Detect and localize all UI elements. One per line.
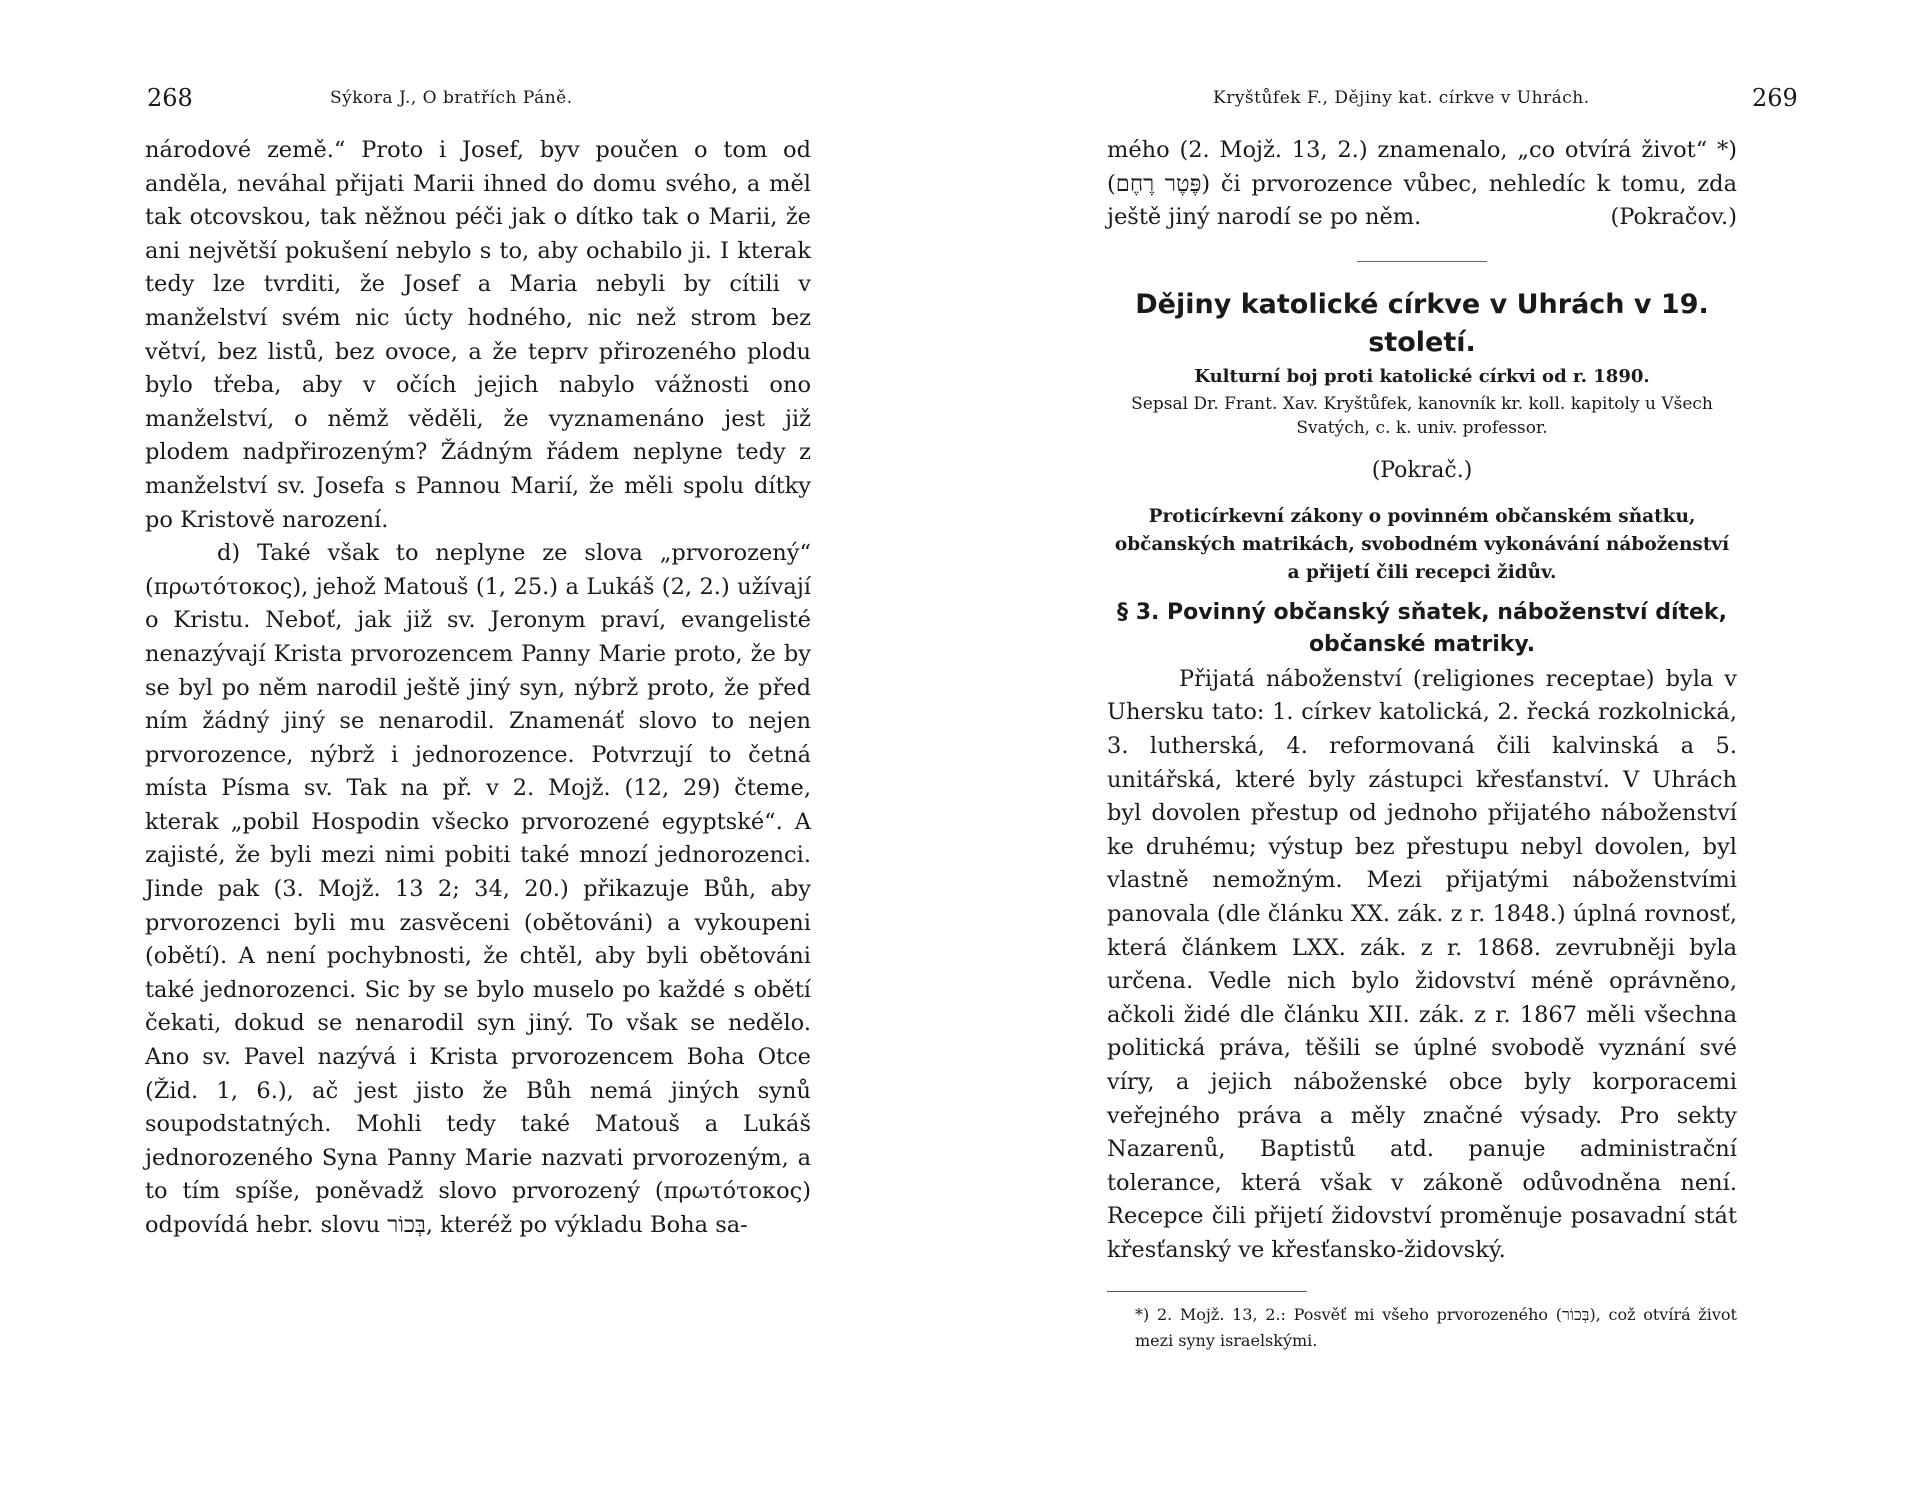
continuation-note: (Pokrač.) [1371, 457, 1473, 483]
intro-text: mého (2. Mojž. 13, 2.) znamenalo, „co otvírá život“ *) (פֶּטֶר רֶחֶם) či prvorozence vůbec, nehledíc k tomu, zda ještě jiný narodí se po něm. [1107, 137, 1737, 231]
right-page [957, 0, 1914, 1500]
text-column [145, 134, 811, 1243]
running-head: Sýkora J., O bratřích Páně. [330, 88, 573, 108]
section-heading: Proticírkevní zákony o povinném občanském sňatku, občanských matrikách, svobodném vykonávání náboženství a přijetí čili recepci židův. [1114, 505, 1730, 583]
article-subtitle: Kulturní boj proti katolické církvi od r. 1890. [1194, 365, 1650, 387]
continued-note: (Pokračov.) [1610, 204, 1737, 231]
paragraph: národové země.“ Proto i Josef, byv poučen o tom od anděla, neváhal přijati Marii ihned do domu svého, a měl tak otcovskou, tak něžnou péči jak o dítko tak o Marii, že ani největší pokušení nebylo s to, aby ochabilo ji. I kterak tedy lze tvrditi, že Josef a Maria nebyli by cítili v manželství svém nic úcty hodného, nic než strom bez větví, bez listů, bez ovoce, a že teprv přirozeného plodu bylo třeba, aby v očích jejich nabylo vážnosti ono manželství, o němž věděli, že vyznamenáno jest již plodem nadpřirozeným? Žádným řádem neplyne tedy z manželství sv. Josefa s Pannou Marií, že měli spolu dítky po Kristově narození. [145, 137, 811, 533]
paragraph-heading: § 3. Povinný občanský sňatek, náboženství dítek, občanské matriky. [1117, 599, 1727, 657]
page-number: 269 [1752, 84, 1798, 112]
paragraph: Přijatá náboženství (religiones receptae) byla v Uhersku tato: 1. církev katolická, 2. řecká rozkolnická, 3. lutherská, 4. reformovaná čili kalvinská a 5. unitářská, které byly zástupci křesťanství. V Uhrách byl dovolen přestup od jednoho přijatého náboženství ke druhému; výstup bez přestupu nebyl dovolen, byl vlastně nemožným. Mezi přijatými náboženstvími panovala (dle článku XX. zák. z r. 1848.) úplná rovnosť, která článkem LXX. zák. z r. 1868. zevrubněji byla určena. Vedle nich bylo židovství méně oprávněno, ačkoli židé dle článku XII. zák. z r. 1867 měli všechna politická práva, těšili se úplné svobodě vyznání své víry, a jejich náboženské obce byly korporacemi veřejného práva a měly značné výsady. Pro sekty Nazarenů, Baptistů atd. panuje administrační tolerance, která však v zákoně odůvodněna není. Recepce čili přijetí židovství proměnuje posavadní stát křesťanský ve křesťansko-židovský. [1107, 665, 1737, 1263]
text-column [1107, 134, 1737, 1354]
byline: Sepsal Dr. Frant. Xav. Kryštůfek, kanovník kr. koll. kapitoly u Všech Svatých, c. k. univ. professor. [1131, 393, 1713, 438]
footnote-rule [1107, 1291, 1307, 1292]
paragraph: d) Také však to neplyne ze slova „prvorozený“ (πρωτότοκος), jehož Matouš (1, 25.) a Lukáš (2, 2.) užívají o Kristu. Neboť, jak již sv. Jeronym praví, evangelisté nenazývají Krista prvorozencem Panny Marie proto, že by se byl po něm narodil ještě jiný syn, nýbrž proto, že před ním žádný jiný se nenarodil. Znamenáť slovo to nejen prvorozence, nýbrž i jednorozence. Potvrzují to četná místa Písma sv. Tak na př. v 2. Mojž. (12, 29) čteme, kterak „pobil Hospodin všecko prvorozené egyptské“. A zajisté, že byli mezi nimi pobiti také mnozí jednorozenci. Jinde pak (3. Mojž. 13 2; 34, 20.) přikazuje Bůh, aby prvorozenci byli mu zasvěceni (obětováni) a vykoupeni (obětí). A není pochybnosti, že chtěl, aby byli obětováni také jednorozenci. Sic by se bylo muselo po každé s obětí čekati, dokud se nenarodil syn jiný. To však se nedělo. Ano sv. Pavel nazývá i Krista prvorozencem Boha Otce (Žid. 1, 6.), ač jest jisto že Bůh nemá jiných synů soupodstatných. Mohli tedy také Matouš a Lukáš jednorozeného Syna Panny Marie nazvati prvorozeným, a to tím spíše, poněvadž slovo prvorozený (πρωτότοκος) odpovídá hebr. slovu בְּכוֹר, kteréž po výkladu Boha sa- [145, 540, 811, 1238]
running-head: Kryštůfek F., Dějiny kat. církve v Uhrách. [1213, 88, 1590, 108]
page-number: 268 [147, 84, 193, 112]
separator-rule [1357, 261, 1487, 262]
footnote: *) 2. Mojž. 13, 2.: Posvěť mi všeho prvorozeného (בְּכוֹר), což otvírá život mezi syny israelskými. [1135, 1305, 1737, 1351]
intro-paragraph [1107, 134, 1737, 235]
article-title: Dějiny katolické církve v Uhrách v 19. století. [1135, 288, 1709, 358]
